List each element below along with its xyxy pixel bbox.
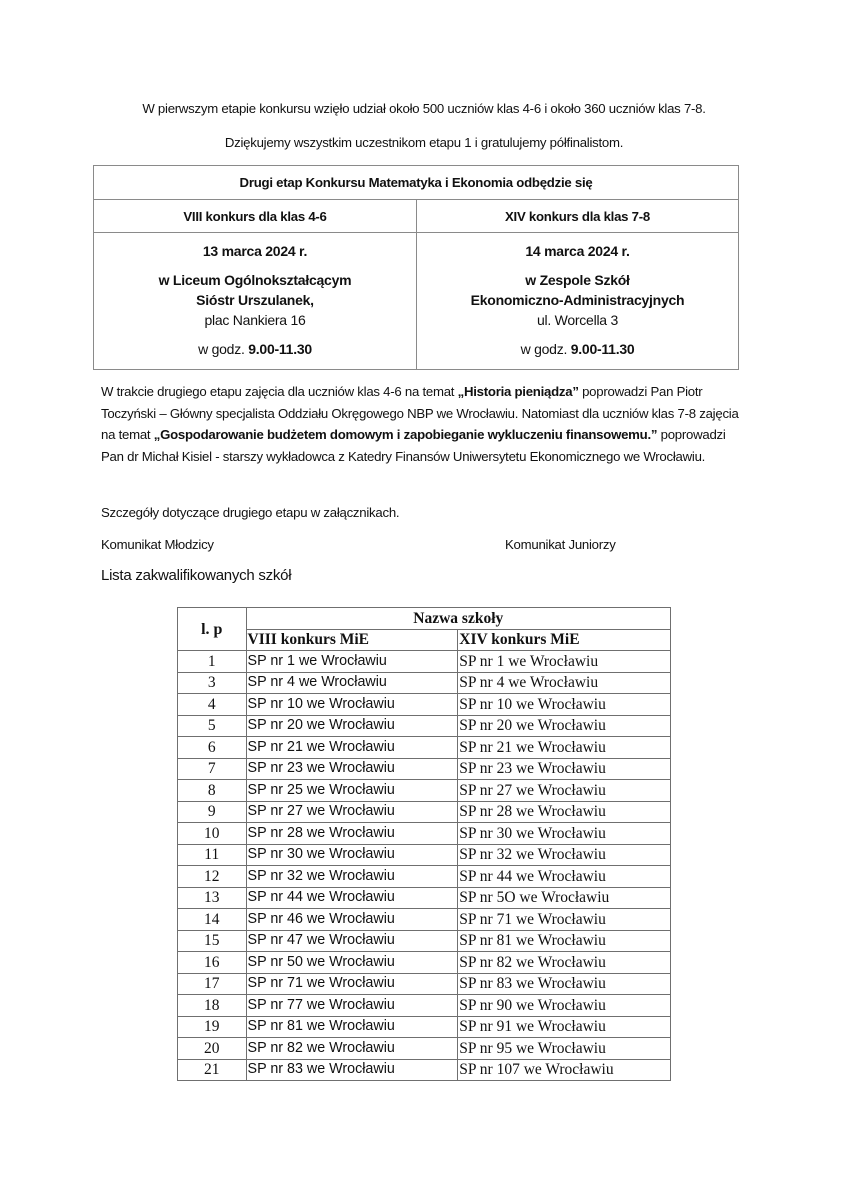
schedule-header-viii: VIII konkurs dla klas 4-6 [94, 200, 417, 233]
row-number: 16 [178, 952, 247, 974]
event-date: 14 marca 2024 r. [525, 243, 630, 259]
school-viii: SP nr 1 we Wrocławiu [246, 651, 458, 673]
row-number: 11 [178, 844, 247, 866]
school-viii: SP nr 81 we Wrocławiu [246, 1016, 458, 1038]
table-row [178, 952, 671, 974]
row-number: 7 [178, 758, 247, 780]
venue-line1: w Liceum Ogólnokształcącym [158, 272, 352, 288]
table-row [178, 995, 671, 1017]
schedule-cell-xiv [417, 233, 739, 370]
school-viii: SP nr 28 we Wrocławiu [246, 823, 458, 845]
school-viii: SP nr 10 we Wrocławiu [246, 694, 458, 716]
school-viii: SP nr 71 we Wrocławiu [246, 973, 458, 995]
school-viii: SP nr 77 we Wrocławiu [246, 995, 458, 1017]
school-viii: SP nr 47 we Wrocławiu [246, 930, 458, 952]
row-number: 19 [178, 1016, 247, 1038]
venue-address: plac Nankiera 16 [204, 312, 306, 328]
school-xiv: SP nr 10 we Wrocławiu [458, 694, 671, 716]
schedule-header-xiv: XIV konkurs dla klas 7-8 [417, 200, 739, 233]
row-number: 15 [178, 930, 247, 952]
schedule-table [93, 165, 739, 370]
row-number: 20 [178, 1038, 247, 1060]
school-xiv: SP nr 71 we Wrocławiu [458, 909, 671, 931]
school-viii: SP nr 25 we Wrocławiu [246, 780, 458, 802]
table-row [178, 930, 671, 952]
school-viii: SP nr 21 we Wrocławiu [246, 737, 458, 759]
school-viii: SP nr 27 we Wrocławiu [246, 801, 458, 823]
row-number: 6 [178, 737, 247, 759]
row-number: 12 [178, 866, 247, 888]
venue-address: ul. Worcella 3 [536, 312, 619, 328]
header-school-name: Nazwa szkoły [246, 608, 670, 630]
school-viii: SP nr 20 we Wrocławiu [246, 715, 458, 737]
school-viii: SP nr 46 we Wrocławiu [246, 909, 458, 931]
list-title: Lista zakwalifikowanych szkół [101, 567, 292, 584]
link-komunikat-juniorzy[interactable]: Komunikat Juniorzy [505, 537, 616, 552]
para-text-3: poprowadzi Pan dr Michał Kisiel - starszy wykładowca z Katedry Finansów Uniwersytetu Ekonomicznego we Wrocławiu. [101, 427, 726, 464]
event-time [417, 339, 738, 359]
details-note: Szczegóły dotyczące drugiego etapu w załącznikach. [101, 505, 400, 520]
table-row [178, 1016, 671, 1038]
table-row [178, 1059, 671, 1081]
school-viii: SP nr 83 we Wrocławiu [246, 1059, 458, 1081]
school-xiv: SP nr 21 we Wrocławiu [458, 737, 671, 759]
school-xiv: SP nr 107 we Wrocławiu [458, 1059, 671, 1081]
table-row [178, 651, 671, 673]
time-value: 9.00-11.30 [248, 341, 312, 357]
schedule-cell-viii [94, 233, 417, 370]
table-row [178, 887, 671, 909]
row-number: 14 [178, 909, 247, 931]
school-xiv: SP nr 20 we Wrocławiu [458, 715, 671, 737]
table-row [178, 973, 671, 995]
school-xiv: SP nr 81 we Wrocławiu [458, 930, 671, 952]
qualified-schools-table [177, 607, 671, 1081]
school-xiv: SP nr 83 we Wrocławiu [458, 973, 671, 995]
event-time [94, 339, 416, 359]
row-number: 9 [178, 801, 247, 823]
header-xiv: XIV konkurs MiE [458, 629, 671, 651]
school-xiv: SP nr 90 we Wrocławiu [458, 995, 671, 1017]
school-xiv: SP nr 82 we Wrocławiu [458, 952, 671, 974]
row-number: 5 [178, 715, 247, 737]
table-row [178, 823, 671, 845]
table-row [178, 844, 671, 866]
school-xiv: SP nr 5O we Wrocławiu [458, 887, 671, 909]
topic-history-of-money: „Historia pieniądza” [457, 384, 579, 399]
school-viii: SP nr 50 we Wrocławiu [246, 952, 458, 974]
row-number: 17 [178, 973, 247, 995]
school-xiv: SP nr 44 we Wrocławiu [458, 866, 671, 888]
school-xiv: SP nr 28 we Wrocławiu [458, 801, 671, 823]
para-text-2: poprowadzi Pan Piotr Toczyński – Główny specjalista Oddziału Okręgowego NBP we Wrocławiu. Natomiast dla uczniów klas 7-8 zajęcia na temat [101, 384, 739, 442]
schedule-title: Drugi etap Konkursu Matematyka i Ekonomia odbędzie się [94, 166, 739, 200]
row-number: 21 [178, 1059, 247, 1081]
school-xiv: SP nr 30 we Wrocławiu [458, 823, 671, 845]
time-value: 9.00-11.30 [570, 341, 635, 357]
row-number: 10 [178, 823, 247, 845]
intro-participants: W pierwszym etapie konkursu wzięło udział około 500 uczniów klas 4-6 i około 360 uczniów klas 7-8. [142, 101, 706, 116]
school-viii: SP nr 32 we Wrocławiu [246, 866, 458, 888]
school-xiv: SP nr 23 we Wrocławiu [458, 758, 671, 780]
table-row [178, 1038, 671, 1060]
topic-household-budget: „Gospodarowanie budżetem domowym i zapobieganie wykluczeniu finansowemu.” [153, 427, 658, 442]
table-row [178, 780, 671, 802]
row-number: 1 [178, 651, 247, 673]
school-xiv: SP nr 27 we Wrocławiu [458, 780, 671, 802]
stage-two-description [101, 381, 751, 467]
school-xiv: SP nr 91 we Wrocławiu [458, 1016, 671, 1038]
table-row [178, 801, 671, 823]
school-viii: SP nr 4 we Wrocławiu [246, 672, 458, 694]
venue-line2: Sióstr Urszulanek, [196, 292, 314, 308]
school-xiv: SP nr 32 we Wrocławiu [458, 844, 671, 866]
school-xiv: SP nr 4 we Wrocławiu [458, 672, 671, 694]
time-prefix: w godz. [198, 341, 249, 357]
row-number: 18 [178, 995, 247, 1017]
table-row [178, 909, 671, 931]
table-row [178, 694, 671, 716]
time-prefix: w godz. [520, 341, 571, 357]
intro-thanks: Dziękujemy wszystkim uczestnikom etapu 1 i gratulujemy półfinalistom. [224, 135, 624, 150]
link-komunikat-mlodzicy[interactable]: Komunikat Młodzicy [101, 537, 214, 552]
school-viii: SP nr 44 we Wrocławiu [246, 887, 458, 909]
event-date: 13 marca 2024 r. [202, 243, 308, 259]
row-number: 4 [178, 694, 247, 716]
table-row [178, 866, 671, 888]
venue-line2: Ekonomiczno-Administracyjnych [470, 292, 685, 308]
header-lp: l. p [178, 608, 247, 651]
table-row [178, 737, 671, 759]
table-row [178, 758, 671, 780]
row-number: 8 [178, 780, 247, 802]
school-xiv: SP nr 1 we Wrocławiu [458, 651, 671, 673]
table-row [178, 715, 671, 737]
school-viii: SP nr 82 we Wrocławiu [246, 1038, 458, 1060]
school-xiv: SP nr 95 we Wrocławiu [458, 1038, 671, 1060]
row-number: 13 [178, 887, 247, 909]
header-viii: VIII konkurs MiE [246, 629, 458, 651]
school-viii: SP nr 30 we Wrocławiu [246, 844, 458, 866]
row-number: 3 [178, 672, 247, 694]
venue-line1: w Zespole Szkół [525, 272, 630, 288]
para-text-1: W trakcie drugiego etapu zajęcia dla uczniów klas 4-6 na temat [101, 384, 458, 399]
table-row [178, 672, 671, 694]
school-viii: SP nr 23 we Wrocławiu [246, 758, 458, 780]
